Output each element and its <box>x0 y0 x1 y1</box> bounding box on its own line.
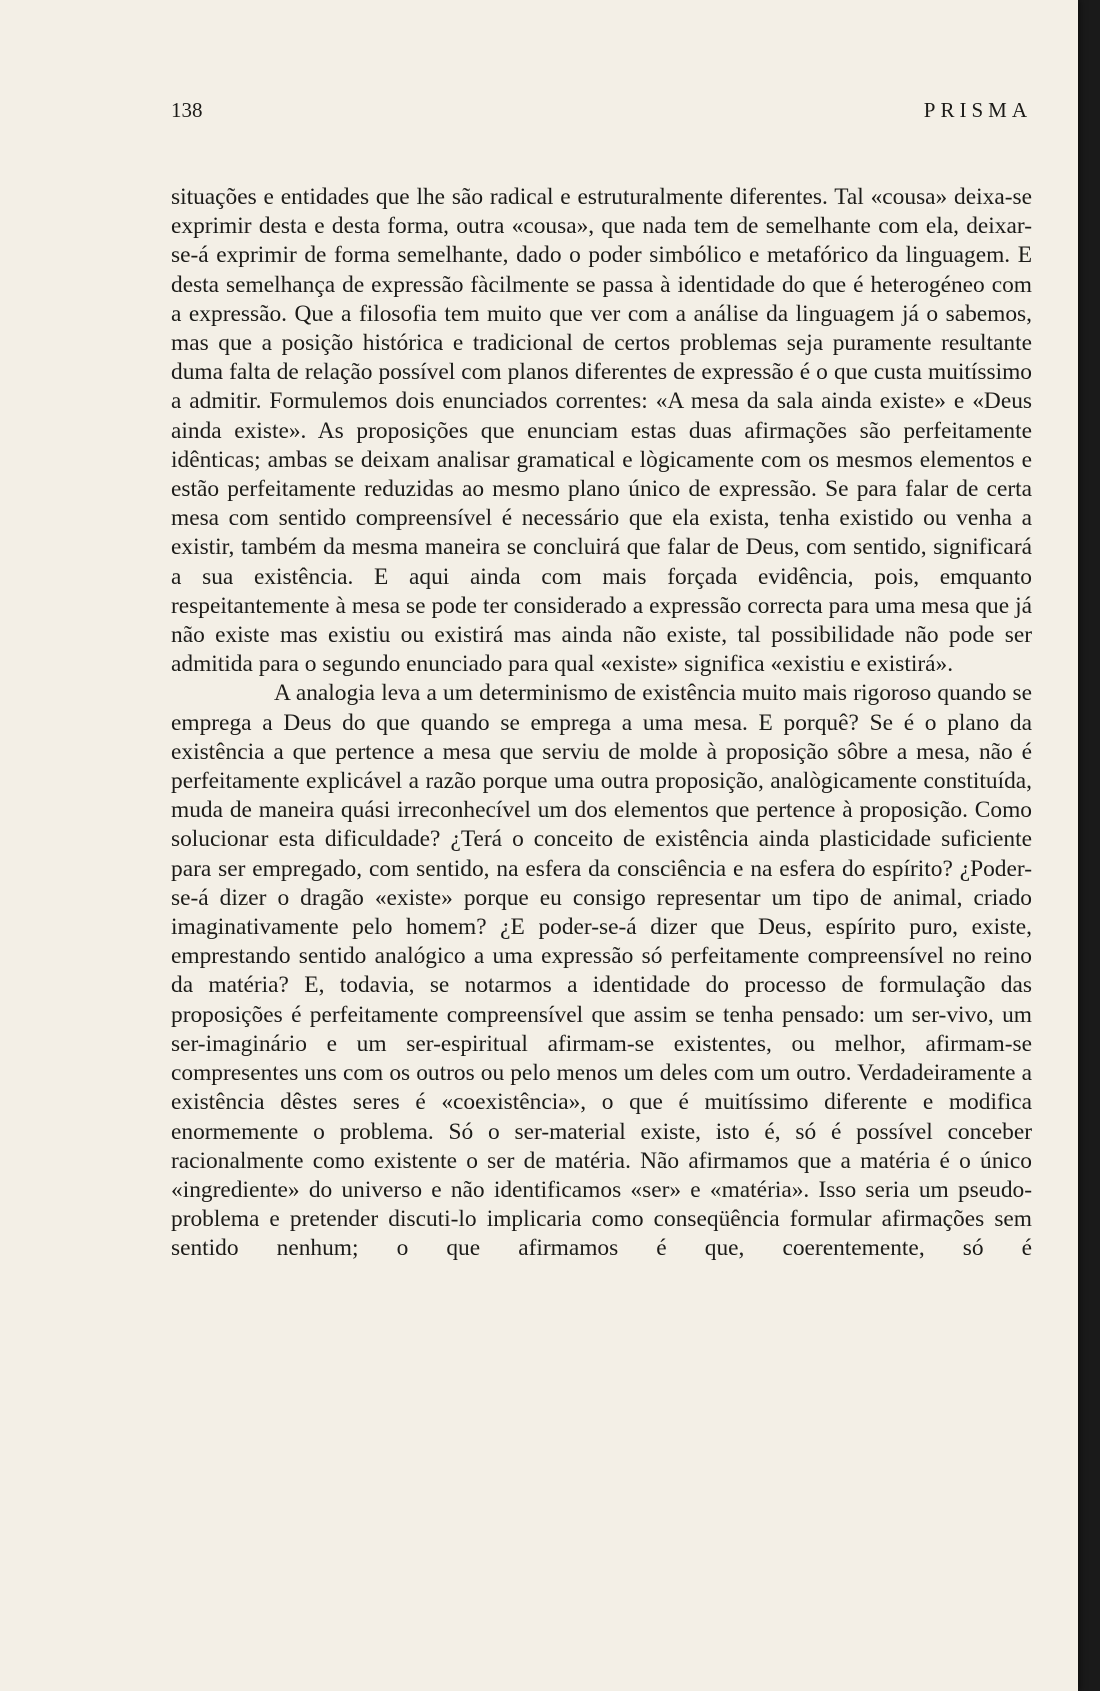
paragraph-2: A analogia leva a um determinismo de existência muito mais rigoroso quando se emprega a Deus do que quando se emprega a uma mesa. E porquê? Se é o plano da existência a que pertence a mesa que serviu de molde à proposição sôbre a mesa, não é perfeitamente explicável a razão porque uma outra proposição, analògicamente constituída, muda de maneira quási irreconhecível um dos elementos que pertence à proposição. Como solucionar esta dificuldade? ¿Terá o conceito de existência ainda plasticidade suficiente para ser empregado, com sentido, na esfera da consciência e na esfera do espírito? ¿Poder-se-á dizer o dragão «existe» porque eu consigo representar um tipo de animal, criado imaginativamente pelo homem? ¿E poder-se-á dizer que Deus, espírito puro, existe, emprestando sentido analógico a uma expressão só perfeitamente compreensível no reino da matéria? E, todavia, se notarmos a identidade do processo de formulação das proposições é perfeitamente compreensível que assim se tenha pensado: um ser-vivo, um ser-imaginário e um ser-espiritual afirmam-se existentes, ou melhor, afirmam-se compresentes uns com os outros ou pelo menos um deles com um outro. Verdadeiramente a existência dêstes seres é «coexistência», o que é muitíssimo diferente e modifica enormemente o problema. Só o ser-material existe, isto é, só é possível conceber racionalmente como existente o ser de matéria. Não afirmamos que a matéria é o único «ingrediente» do universo e não identificamos «ser» e «matéria». Isso seria um pseudo-problema e pretender discuti-lo implicaria como conseqüência formular afirmações sem sentido nenhum; o que afirmamos é que, coerentemente, só é <box>171 680 1032 1262</box>
page-number: 138 <box>171 98 203 122</box>
running-title: PRISMA <box>923 98 1032 122</box>
paragraph-1: situações e entidades que lhe são radical e estruturalmente diferentes. Tal «cousa» deixa-se exprimir desta e desta forma, outra «cousa», que nada tem de semelhante com ela, deixar-se-á exprimir de forma semelhante, dado o poder simbólico e metafórico da linguagem. E desta semelhança de expressão fàcilmente se passa à identidade do que é heterogéneo com a expressão. Que a filosofia tem muito que ver com a análise da linguagem já o sabemos, mas que a posição histórica e tradicional de certos problemas seja puramente resultante duma falta de relação possível com planos diferentes de expressão é o que custa muitíssimo a admitir. Formulemos dois enunciados correntes: «A mesa da sala ainda existe» e «Deus ainda existe». As proposições que enunciam estas duas afirmações são perfeitamente idênticas; ambas se deixam analisar gramatical e lògicamente com os mesmos elementos e estão perfeitamente reduzidas ao mesmo plano único de expressão. Se para falar de certa mesa com sentido compreensível é necessário que ela exista, tenha existido ou venha a existir, também da mesma maneira se concluirá que falar de Deus, com sentido, significará a sua existência. E aqui ainda com mais forçada evidência, pois, emquanto respeitantemente à mesa se pode ter considerado a expressão correcta para uma mesa que já não existe mas existiu ou existirá mas ainda não existe, tal possibilidade não pode ser admitida para o segundo enunciado para qual «existe» significa «existiu e existirá». <box>171 184 1032 678</box>
body-text <box>171 183 1032 1264</box>
page-header <box>171 98 1032 128</box>
